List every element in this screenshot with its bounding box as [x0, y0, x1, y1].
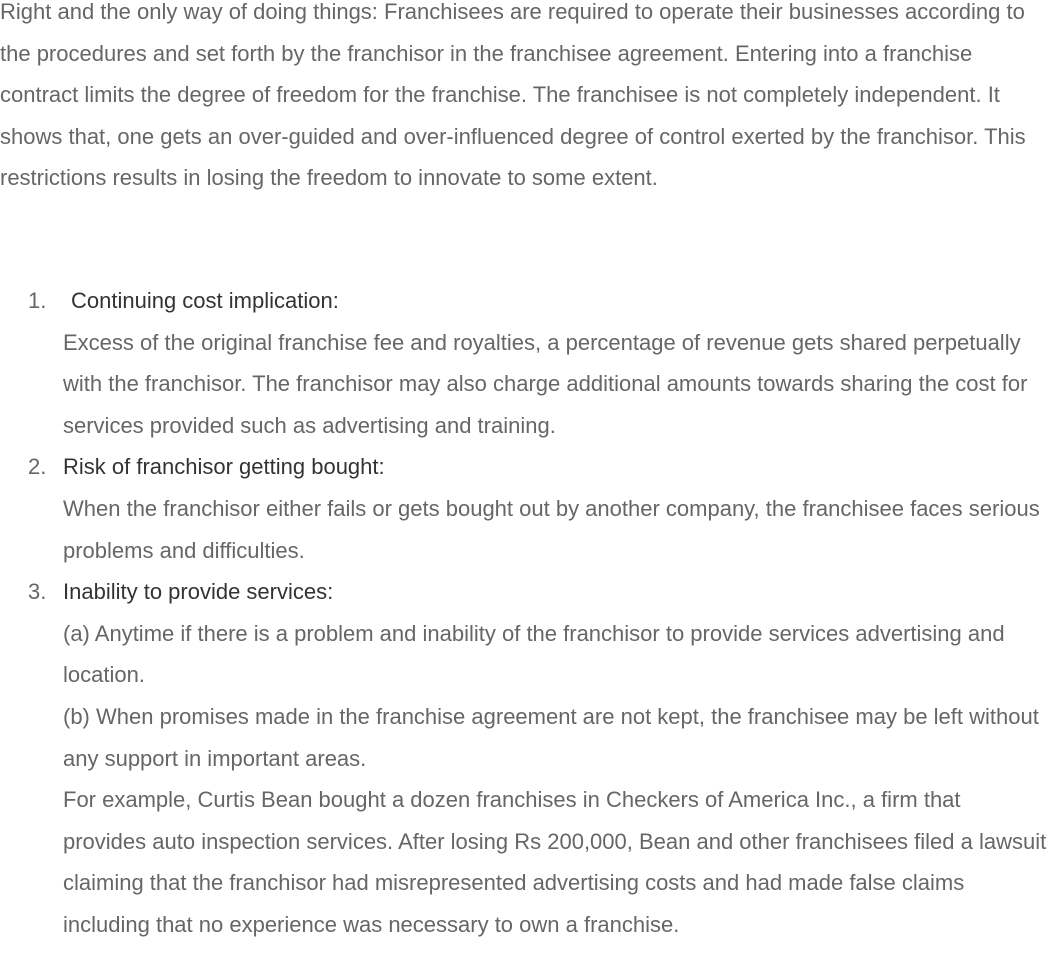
- list-paragraph: When the franchisor either fails or gets bought out by another company, the franchisee faces serious problems and difficulties.: [63, 495, 1040, 563]
- list-paragraph: (b) When promises made in the franchise agreement are not kept, the franchisee may be left without any support in important areas.: [63, 703, 1039, 771]
- list-heading: Inability to provide services:: [63, 579, 334, 605]
- list-number: 3.: [28, 579, 47, 605]
- list-heading: Risk of franchisor getting bought:: [63, 454, 385, 480]
- list-item: [0, 280, 1047, 446]
- list-heading: Continuing cost implication:: [71, 288, 339, 313]
- list-paragraph: (a) Anytime if there is a problem and inability of the franchisor to provide services advertising and location.: [63, 620, 1005, 688]
- list-item: [0, 446, 1047, 571]
- list-item: [0, 571, 1047, 945]
- list-paragraph: Excess of the original franchise fee and royalties, a percentage of revenue gets shared perpetually with the franchisor. The franchisor may also charge additional amounts towards sharing the cost for services provided such as advertising and training.: [63, 329, 1028, 438]
- intro-paragraph: Right and the only way of doing things: Franchisees are required to operate their businesses according to the procedures and set forth by the franchisor in the franchisee agreement. Entering into a franchise contract limits the degree of freedom for the franchise. The franchisee is not completely independent. It shows that, one gets an over-guided and over-influenced degree of control exerted by the franchisor. This restrictions results in losing the freedom to innovate to some extent.: [0, 0, 1026, 191]
- disadvantages-list: [0, 280, 1047, 946]
- list-number: 1.: [28, 288, 47, 313]
- list-number: 2.: [28, 454, 47, 480]
- list-paragraph: For example, Curtis Bean bought a dozen franchises in Checkers of America Inc., a firm that provides auto inspection services. After losing Rs 200,000, Bean and other franchisees filed a lawsuit claiming that the franchisor had misrepresented advertising costs and had made false claims including that no experience was necessary to own a franchise.: [63, 787, 1047, 937]
